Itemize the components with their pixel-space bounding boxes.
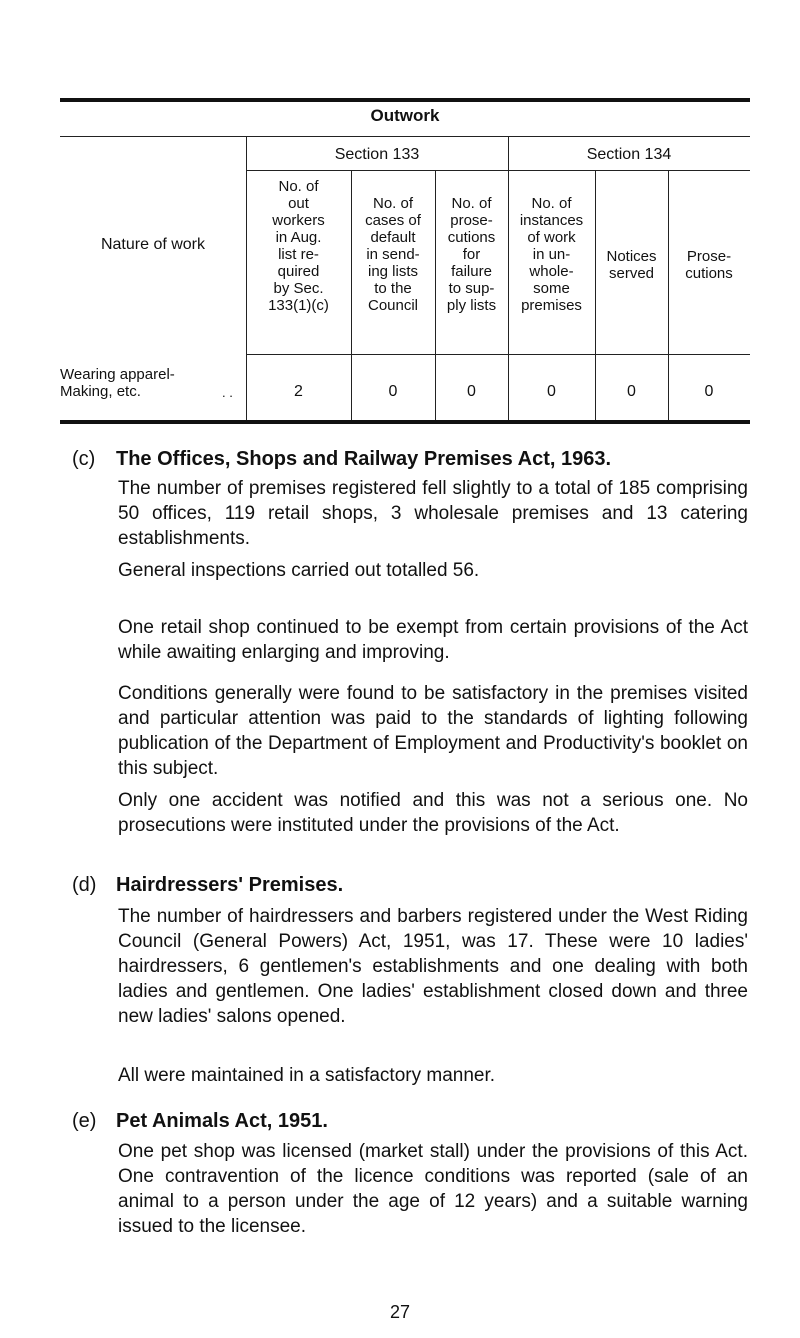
paragraph: One retail shop continued to be exempt from certain provisions of the Act while awaiting enlarging and improving. (118, 617, 748, 663)
section-134-underline (508, 170, 750, 171)
value-prosecutions: 0 (704, 383, 714, 400)
section-c-body (118, 476, 748, 551)
value-unwholesome-premises: 0 (547, 383, 556, 400)
header-unwholesome-premises: No. of instances of work in un- whole- some premises (519, 195, 584, 314)
section-d-body (118, 904, 748, 1029)
section-d-heading (72, 874, 343, 897)
section-c-body (118, 615, 748, 665)
table-top-rule (60, 98, 750, 102)
section-c-body (118, 681, 748, 781)
paragraph: Conditions generally were found to be satisfactory in the premises visited and particular attention was paid to the standards of lighting following publication of the Department of Employment and Productivity's booklet on this subject. (118, 683, 748, 779)
header-cases-of-default: No. of cases of default in send- ing lists to the Council (365, 195, 421, 314)
group-header-section-134: Section 134 (586, 146, 672, 163)
table-bottom-rule (60, 420, 750, 424)
header-prosecutions-failure: No. of prose- cutions for failure to sup- ply lists (446, 195, 497, 314)
section-e-body (118, 1139, 748, 1239)
header-nature-of-work: Nature of work (100, 236, 206, 253)
section-c-letter: (c) (72, 448, 96, 470)
header-prosecutions: Prose- cutions (685, 248, 733, 282)
section-c-body (118, 788, 748, 838)
row-leader-dots: . . (222, 385, 233, 400)
paragraph: All were maintained in a satisfactory manner. (118, 1065, 496, 1086)
section-d-body (118, 1063, 748, 1088)
section-d-title: Hairdressers' Premises. (116, 874, 344, 896)
paragraph: The number of premises registered fell slightly to a total of 185 comprising 50 offices, 119 retail shops, 3 wholesale premises and 13 catering establishments. (118, 478, 748, 549)
paragraph: The number of hairdressers and barbers registered under the West Riding Council (General Powers) Act, 1951, was 17. These were 10 ladies' hairdressers, 6 gentlemen's establishments and one dealing with both ladies and gentlemen. One ladies' establishment closed down and three new ladies' salons opened. (118, 906, 748, 1027)
group-header-section-133: Section 133 (334, 146, 420, 163)
header-bottom-rule (246, 354, 750, 355)
paragraph: Only one accident was notified and this was not a serious one. No prosecutions were instituted under the provisions of the Act. (118, 790, 748, 836)
section-c-title: The Offices, Shops and Railway Premises Act, 1963. (116, 448, 612, 470)
section-e-title: Pet Animals Act, 1951. (116, 1110, 328, 1132)
table-title-rule (60, 136, 750, 137)
header-out-workers: No. of out workers in Aug. list re- quired by Sec. 133(1)(c) (268, 178, 329, 314)
section-133-underline (246, 170, 508, 171)
header-notices-served: Notices served (606, 248, 657, 282)
section-e-heading (72, 1110, 328, 1133)
value-prosecutions-failure: 0 (467, 383, 476, 400)
value-cases-of-default: 0 (388, 383, 398, 400)
value-out-workers: 2 (294, 383, 303, 400)
row-nature-of-work: Wearing apparel- Making, etc. (60, 366, 175, 400)
value-notices-served: 0 (627, 383, 636, 400)
section-d-letter: (d) (72, 874, 97, 896)
section-c-body (118, 558, 748, 583)
section-c-heading (72, 448, 611, 471)
table-title: Outwork (370, 106, 440, 125)
paragraph: General inspections carried out totalled 56. (118, 560, 480, 581)
page-number: 27 (389, 1302, 411, 1322)
section-e-letter: (e) (72, 1110, 97, 1132)
paragraph: One pet shop was licensed (market stall) under the provisions of this Act. One contravention of the licence conditions was reported (sale of an animal to a person under the age of 12 years) and a suitable warning issued to the licensee. (118, 1141, 748, 1237)
